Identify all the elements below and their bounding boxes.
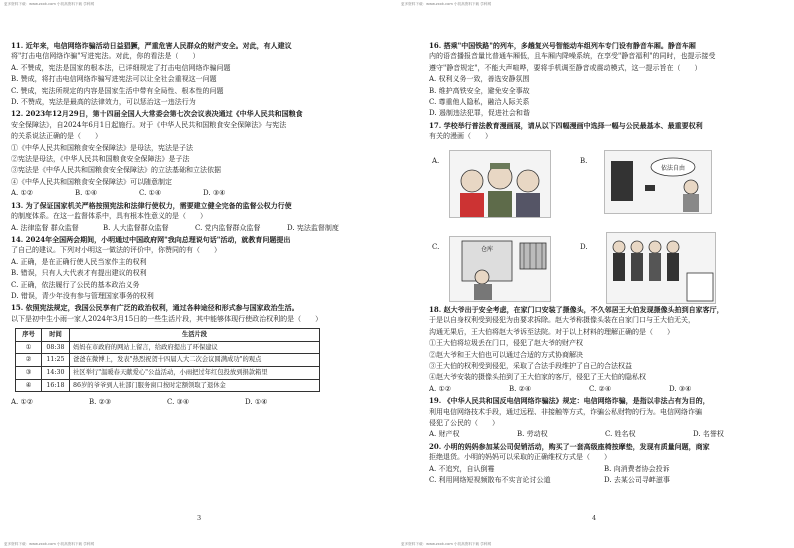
table-cell: ④ — [16, 379, 42, 392]
option-a: A. 不追究，自认倒霉 — [429, 464, 495, 473]
table-cell: 16:18 — [42, 379, 70, 392]
header-right: 更多资料下载：www.zxxk.com 小初高资料下载 学科网 — [401, 2, 492, 6]
statement: ③宪法是《中华人民共和国粮食安全保障法》的立法基础和立法依据 — [11, 166, 221, 175]
option-c: C. 正确，依法履行了公民的基本政治义务 — [11, 280, 140, 289]
comic-c-image — [449, 236, 551, 302]
footer-left: 更多资料下载：www.zxxk.com 小初高资料下载 学科网 — [4, 542, 95, 546]
option-b: B. 劳动权 — [517, 430, 548, 439]
option-b: B. ②④ — [509, 384, 532, 393]
options-row — [11, 223, 366, 234]
table-cell: 86岁的爷爷到人社部门服务窗口按时定额领取了退休金 — [70, 379, 320, 392]
question-stem: 12. 2023年12月29日，第十四届全国人大常委会第七次会议表决通过《中华人民共和国粮食 — [11, 109, 303, 119]
question-stem: 以下是初中生小雨一家人2024年3月15日的一些生活片段，其中能够体现行使政治权利的是（ ） — [11, 314, 323, 323]
table-cell: 爸爸在微博上，发表"热烈祝贺十四届人大二次会议圆满成功"的观点 — [70, 354, 320, 367]
table-row — [16, 379, 320, 392]
option-a: A. ①② — [11, 189, 34, 198]
statement: ①王大伯将垃圾丢在门口，侵犯了赵大爷的财产权 — [429, 339, 583, 348]
comic-d-label: D. — [580, 243, 588, 251]
statement: ④《中华人民共和国粮食安全保障法》可以随意制定 — [11, 177, 172, 186]
question-18 — [429, 304, 784, 395]
option-a: A. 不赞成，宪法是国家的根本法，已详细规定了打击电信网络诈骗问题 — [11, 63, 231, 72]
option-b: B. ①④ — [75, 189, 98, 198]
question-12 — [11, 108, 366, 199]
option-d: D. 名誉权 — [693, 430, 724, 439]
option-a: A. 法律监督 群众监督 — [11, 223, 79, 232]
table-row — [16, 354, 320, 367]
option-a: A. 正确，是在正确行使人民当家作主的权利 — [11, 257, 147, 266]
warehouse-sign-text: 仓库 — [480, 246, 494, 253]
table-row — [16, 366, 320, 379]
question-stem: 沟通无果后，王大伯将赵大爷诉至法院。对于以上材料的理解正确的是（ ） — [429, 327, 674, 336]
footer-right: 更多资料下载：www.zxxk.com 小初高资料下载 学科网 — [401, 542, 492, 546]
speech-bubble-text: 依法自由 — [660, 165, 686, 172]
table-header-row — [16, 329, 320, 342]
option-c: C. ②④ — [589, 384, 612, 393]
question-stem: 的制度体系。在这一监督体系中，具有根本性意义的是（ ） — [11, 212, 207, 221]
statement: ④赵大爷安装的摄像头拍到了王大伯家的客厅，侵犯了王大伯的隐私权 — [429, 373, 646, 382]
right-page — [429, 40, 784, 143]
question-stem: 17. 学校举行普法教育漫画展，请从以下四幅漫画中选择一幅与公民最基本、最重要权利 — [429, 120, 703, 130]
option-d: D. ③④ — [203, 189, 226, 198]
question-13 — [11, 200, 366, 234]
option-d: D. 遏制违法犯罪，促进社会和谐 — [429, 109, 530, 118]
options-row — [429, 464, 784, 475]
table-cell: 社区举行"温暖春天献爱心"公益活动，小雨把过年红包投放到捐款箱里 — [70, 366, 320, 379]
column-header: 序号 — [16, 329, 42, 342]
question-stem: 16. 搭乘"中国铁路"的列车，多趟复兴号智能动车组列车专门设有静音车厢。静音车厢 — [429, 41, 696, 50]
question-stem: 侵犯了公民的（ ） — [429, 419, 499, 428]
option-d: D. 宪法监督制度 — [287, 223, 339, 232]
statement: ①《中华人民共和国粮食安全保障法》是母法，宪法是子法 — [11, 143, 193, 152]
question-stem: 14. 2024年全国两会期间，小明通过中国政府网"我向总理说句话"活动，就教育问题提出 — [11, 234, 291, 244]
question-stem: 安全保障法》，自2024年6月1日起施行。对于《中华人民共和国粮食安全保障法》与宪法 — [11, 120, 287, 129]
option-d: D. 不赞成，宪法是最高的法律效力，可以惩治这一违法行为 — [11, 98, 196, 107]
table-row — [16, 341, 320, 354]
option-d: D. 错误，青少年没有参与管理国家事务的权利 — [11, 291, 154, 300]
question-stem: 13. 为了保证国家机关严格按照宪法和法律行使权力，需要建立健全完备的监督公权力行使 — [11, 200, 292, 210]
table-cell: 08:38 — [42, 341, 70, 354]
option-b: B. 人大监督群众监督 — [103, 223, 169, 232]
option-b: B. 赞成，将打击电信网络诈骗写进宪法可以让全社会重视这一问题 — [11, 75, 217, 84]
table-cell: ① — [16, 341, 42, 354]
option-c: C. 赞成，宪法所规定的内容是国家生活中带有全局性、根本性的问题 — [11, 86, 224, 95]
option-d: D. ③④ — [669, 384, 692, 393]
left-page — [11, 40, 366, 409]
question-stem: 了自己的建议。下列对小明这一做法的评价中，你赞同的有（ ） — [11, 246, 221, 255]
option-d: D. 去某公司寻衅滋事 — [604, 476, 670, 485]
question-19 — [429, 395, 784, 441]
question-stem: 遵守"静音规定"，不能大声喧哗，要将手机调至静音或震动模式，这一提示旨在（ ） — [429, 63, 702, 72]
column-header: 时间 — [42, 329, 70, 342]
option-c: C. 党内监督群众监督 — [195, 223, 261, 232]
page-number-right: 4 — [592, 514, 597, 522]
option-c: C. ③④ — [167, 398, 190, 407]
option-a: A. ①② — [429, 384, 452, 393]
table-cell: ② — [16, 354, 42, 367]
option-b: B. 错误，只有人大代表才有提出建议的权利 — [11, 269, 147, 278]
question-stem: 将"打击电信网络诈骗"写进宪法。对此，你的看法是（ ） — [11, 52, 200, 61]
question-20 — [429, 441, 784, 487]
comic-a-label: A. — [432, 157, 440, 165]
comic-a-image — [449, 150, 551, 218]
question-stem: 11. 近年来，电信网络诈骗活动日益猖獗，严重危害人民群众的财产安全。对此，有人建议 — [11, 41, 292, 50]
life-fragments-table — [15, 328, 320, 392]
option-a: A. 财产权 — [429, 430, 460, 439]
question-stem: 18. 赵大爷出于安全考虑，在家门口安装了摄像头，不久邻居王大伯发现摄像头拍到自家客厅， — [429, 305, 724, 314]
statement: ③王大伯的权利受到侵犯，采取了合法手段维护了自己的合法权益 — [429, 362, 632, 371]
comic-d-image — [606, 232, 716, 304]
question-stem: 的关系说法正确的是（ ） — [11, 132, 102, 141]
table-cell: 妈妈在市政府的网站上留言，给政府提出了环保建议 — [70, 341, 320, 354]
comic-b-image — [604, 150, 712, 214]
question-16 — [429, 40, 784, 120]
statement: ②赵大爷和王大伯也可以通过合适的方式协商解决 — [429, 350, 583, 359]
question-17 — [429, 120, 784, 143]
table-cell: 14:30 — [42, 366, 70, 379]
family-comic-illustration — [450, 151, 552, 219]
option-a: A. 权利义务一致，善选安静氛围 — [429, 75, 530, 84]
table-cell: 11:25 — [42, 354, 70, 367]
voting-queue-comic-illustration — [607, 233, 717, 305]
question-stem: 有关的漫画（ ） — [429, 132, 492, 141]
question-15 — [11, 302, 366, 408]
option-c: C. 利用网络短视频散布不实言论讨公道 — [429, 476, 551, 485]
warehouse-comic-illustration — [450, 237, 552, 303]
statement: ②宪法是母法，《中华人民共和国粮食安全保障法》是子法 — [11, 155, 190, 164]
question-stem: 19. 《中华人民共和国反电信网络诈骗法》规定：电信网络诈骗，是指以非法占有为目的， — [429, 396, 710, 406]
comic-b-label: B. — [580, 157, 588, 165]
option-d: D. ①④ — [245, 398, 268, 407]
table-cell: ③ — [16, 366, 42, 379]
question-14 — [11, 234, 366, 302]
options-row — [11, 188, 366, 199]
speech-comic-illustration — [605, 151, 713, 215]
question-stem: 于是以自身权利受到侵犯为由要求拆除。赵大爷称摄像头装在自家门口与王大伯无关， — [429, 316, 695, 325]
option-b: B. 向消费者协会投诉 — [604, 464, 670, 473]
option-b: B. ②③ — [89, 398, 112, 407]
option-a: A. ①② — [11, 398, 34, 407]
options-row — [429, 384, 784, 395]
column-header: 生活片段 — [70, 329, 320, 342]
options-row — [429, 429, 784, 440]
question-stem: 15. 依照宪法规定，我国公民享有广泛的政治权利，通过各种途径和形式参与国家政治生活。 — [11, 303, 299, 313]
options-row — [429, 475, 784, 486]
comic-c-label: C. — [432, 243, 440, 251]
option-b: B. 维护高铁安全，避免安全事故 — [429, 86, 530, 95]
options-row — [11, 397, 366, 408]
question-11 — [11, 40, 366, 108]
page-number-left: 3 — [197, 514, 202, 522]
question-stem: 内的语音播报音量比普通车厢低，且车厢内降噪系统，在享受"静音福利"的同时，也提示接受 — [429, 52, 716, 61]
question-stem: 利用电信网络技术手段，通过远程、非接触等方式，诈骗公私财物的行为。电信网络诈骗 — [429, 407, 702, 416]
option-c: C. ①④ — [139, 189, 162, 198]
right-page-lower — [429, 304, 784, 487]
option-c: C. 尊重他人隐私，融洽人际关系 — [429, 98, 530, 107]
question-stem: 20. 小明的妈妈参加某公司促销活动，购买了一套高级座椅按摩垫，发现有质量问题，商家 — [429, 441, 710, 451]
question-stem: 拒绝退货。小明的妈妈可以采取的正确维权方式是（ ） — [429, 453, 611, 462]
header-left: 更多资料下载：www.zxxk.com 小初高资料下载 学科网 — [4, 2, 95, 6]
option-c: C. 姓名权 — [605, 430, 636, 439]
